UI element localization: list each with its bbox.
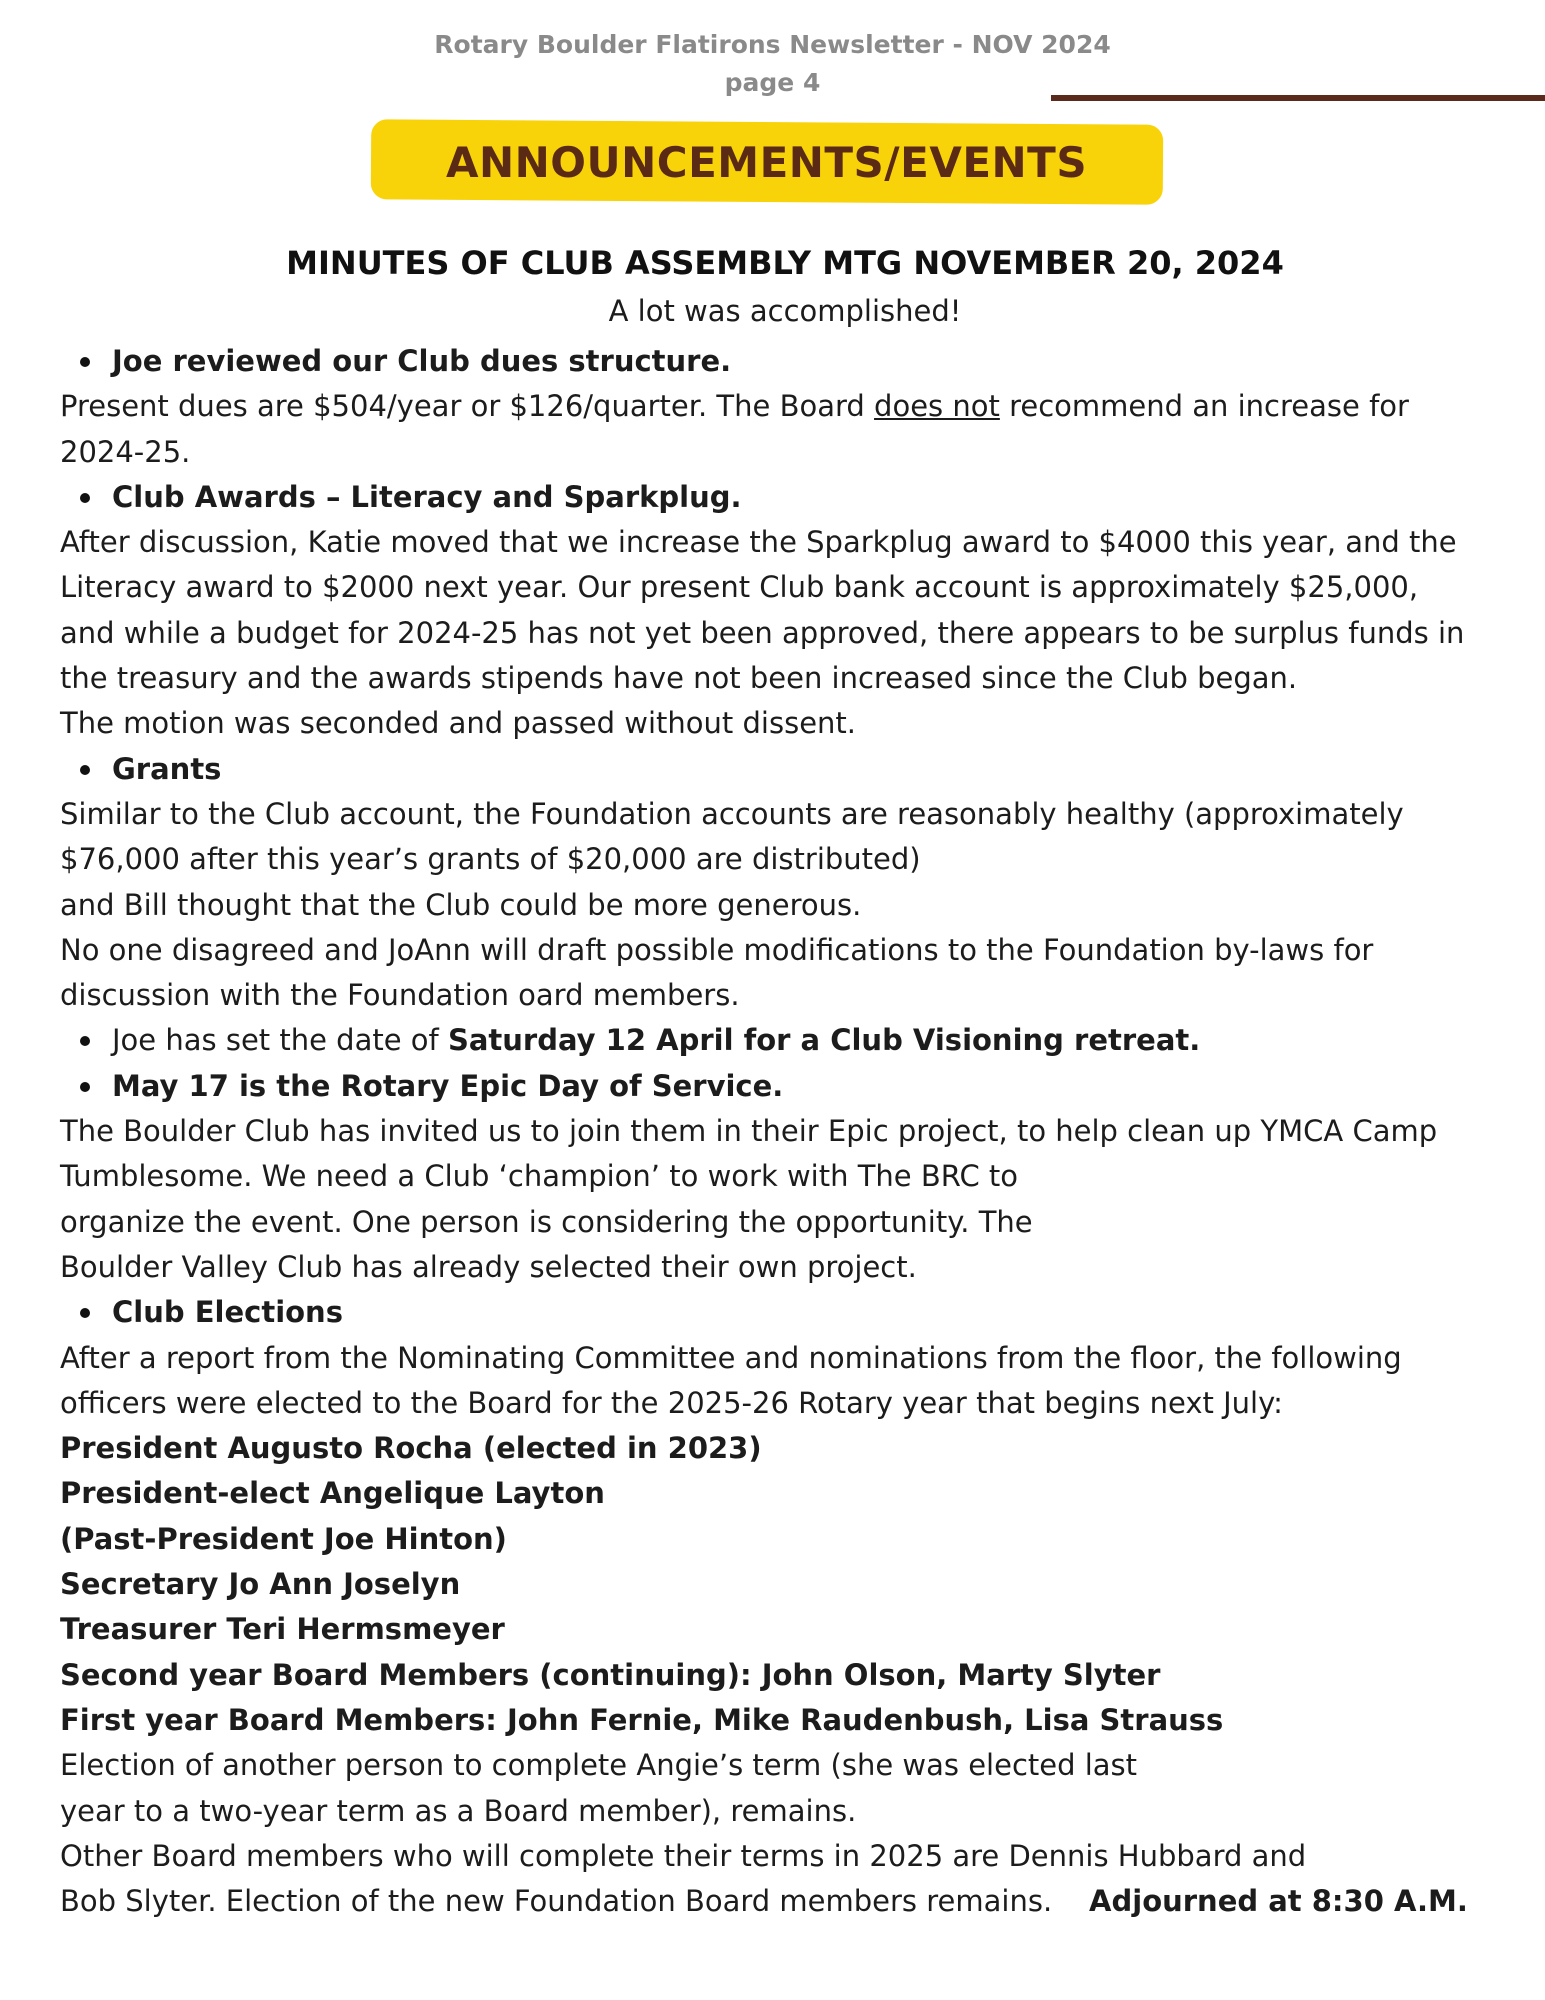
bullet-grants-heading: Grants [60, 747, 1500, 792]
bullet-dues-heading: Joe reviewed our Club dues structure. [60, 339, 1500, 384]
dues-text-a: Present dues are $504/year or $126/quarter. The Board [60, 389, 875, 424]
minutes-subtitle: A lot was accomplished! [608, 294, 962, 328]
officer-first-year-board: First year Board Members: John Fernie, Mike Raudenbush, Lisa Strauss [60, 1702, 1224, 1737]
officer-past-president: (Past-President Joe Hinton) [60, 1521, 507, 1556]
dues-line-1 [60, 384, 1500, 429]
grants-line-5: discussion with the Foundation oard members. [60, 978, 740, 1013]
retreat-date: Saturday 12 April for a Club Visioning retreat. [447, 1023, 1201, 1058]
officer-treasurer: Treasurer Teri Hermsmeyer [60, 1612, 505, 1647]
officer-second-year-board: Second year Board Members (continuing): John Olson, Marty Slyter [60, 1657, 1161, 1692]
section-banner [371, 119, 1164, 205]
awards-line-3: and while a budget for 2024-25 has not yet been approved, there appears to be surplus funds in [60, 615, 1465, 650]
header-page-number: page 4 [724, 68, 821, 97]
header-divider [1051, 95, 1545, 101]
dues-text-b: recommend an increase for [999, 389, 1409, 424]
elections-line-6 [60, 1879, 1500, 1924]
epic-line-4: Boulder Valley Club has already selected their own project. [60, 1249, 917, 1284]
grants-line-4: No one disagreed and JoAnn will draft possible modifications to the Foundation by-laws for [60, 932, 1374, 967]
grants-line-1: Similar to the Club account, the Foundation accounts are reasonably healthy (approximately [60, 796, 1404, 831]
officer-secretary: Secretary Jo Ann Joselyn [60, 1567, 461, 1602]
section-banner-title: ANNOUNCEMENTS/EVENTS [446, 137, 1088, 187]
minutes-body [60, 339, 1500, 1924]
epic-line-1: The Boulder Club has invited us to join them in their Epic project, to help clean up YMCA Camp [60, 1114, 1438, 1149]
officer-president-elect: President-elect Angelique Layton [60, 1476, 605, 1511]
elections-line-5: Other Board members who will complete their terms in 2025 are Dennis Hubbard and [60, 1838, 1307, 1873]
bullet-retreat [60, 1018, 1500, 1063]
officer-president: President Augusto Rocha (elected in 2023) [60, 1431, 762, 1466]
bullet-awards-heading: Club Awards – Literacy and Sparkplug. [60, 475, 1500, 520]
adjourned-note: Adjourned at 8:30 A.M. [1089, 1884, 1468, 1919]
elections-line-3: Election of another person to complete Angie’s term (she was elected last [60, 1748, 1138, 1783]
awards-line-2: Literacy award to $2000 next year. Our present Club bank account is approximately $25,000, [60, 570, 1419, 605]
bullet-epic-heading: May 17 is the Rotary Epic Day of Service. [60, 1064, 1500, 1109]
awards-line-1: After discussion, Katie moved that we increase the Sparkplug award to $4000 this year, and the [60, 525, 1457, 560]
epic-line-3: organize the event. One person is considering the opportunity. The [60, 1204, 1033, 1239]
elections-line-2: officers were elected to the Board for the 2025-26 Rotary year that begins next July: [60, 1385, 1283, 1420]
elections-line-4: year to a two-year term as a Board member), remains. [60, 1793, 857, 1828]
bullet-elections-heading: Club Elections [60, 1290, 1500, 1335]
newsletter-header [0, 26, 1545, 102]
dues-emphasis: does not [874, 389, 1000, 424]
minutes-title: MINUTES OF CLUB ASSEMBLY MTG NOVEMBER 20, 2024 [286, 244, 1284, 282]
dues-line-2: 2024-25. [60, 434, 191, 469]
grants-line-3: and Bill thought that the Club could be more generous. [60, 887, 862, 922]
retreat-prefix: Joe has set the date of [112, 1023, 448, 1058]
header-title: Rotary Boulder Flatirons Newsletter - NOV 2024 [434, 30, 1111, 59]
epic-line-2: Tumblesome. We need a Club ‘champion’ to work with The BRC to [60, 1159, 1019, 1194]
elections-line-1: After a report from the Nominating Committee and nominations from the floor, the following [60, 1340, 1402, 1375]
awards-line-5: The motion was seconded and passed without dissent. [60, 706, 856, 741]
grants-line-2: $76,000 after this year’s grants of $20,000 are distributed) [60, 842, 921, 877]
elections-line-6-text: Bob Slyter. Election of the new Foundation Board members remains. [60, 1884, 1090, 1919]
awards-line-4: the treasury and the awards stipends have not been increased since the Club began. [60, 661, 1298, 696]
